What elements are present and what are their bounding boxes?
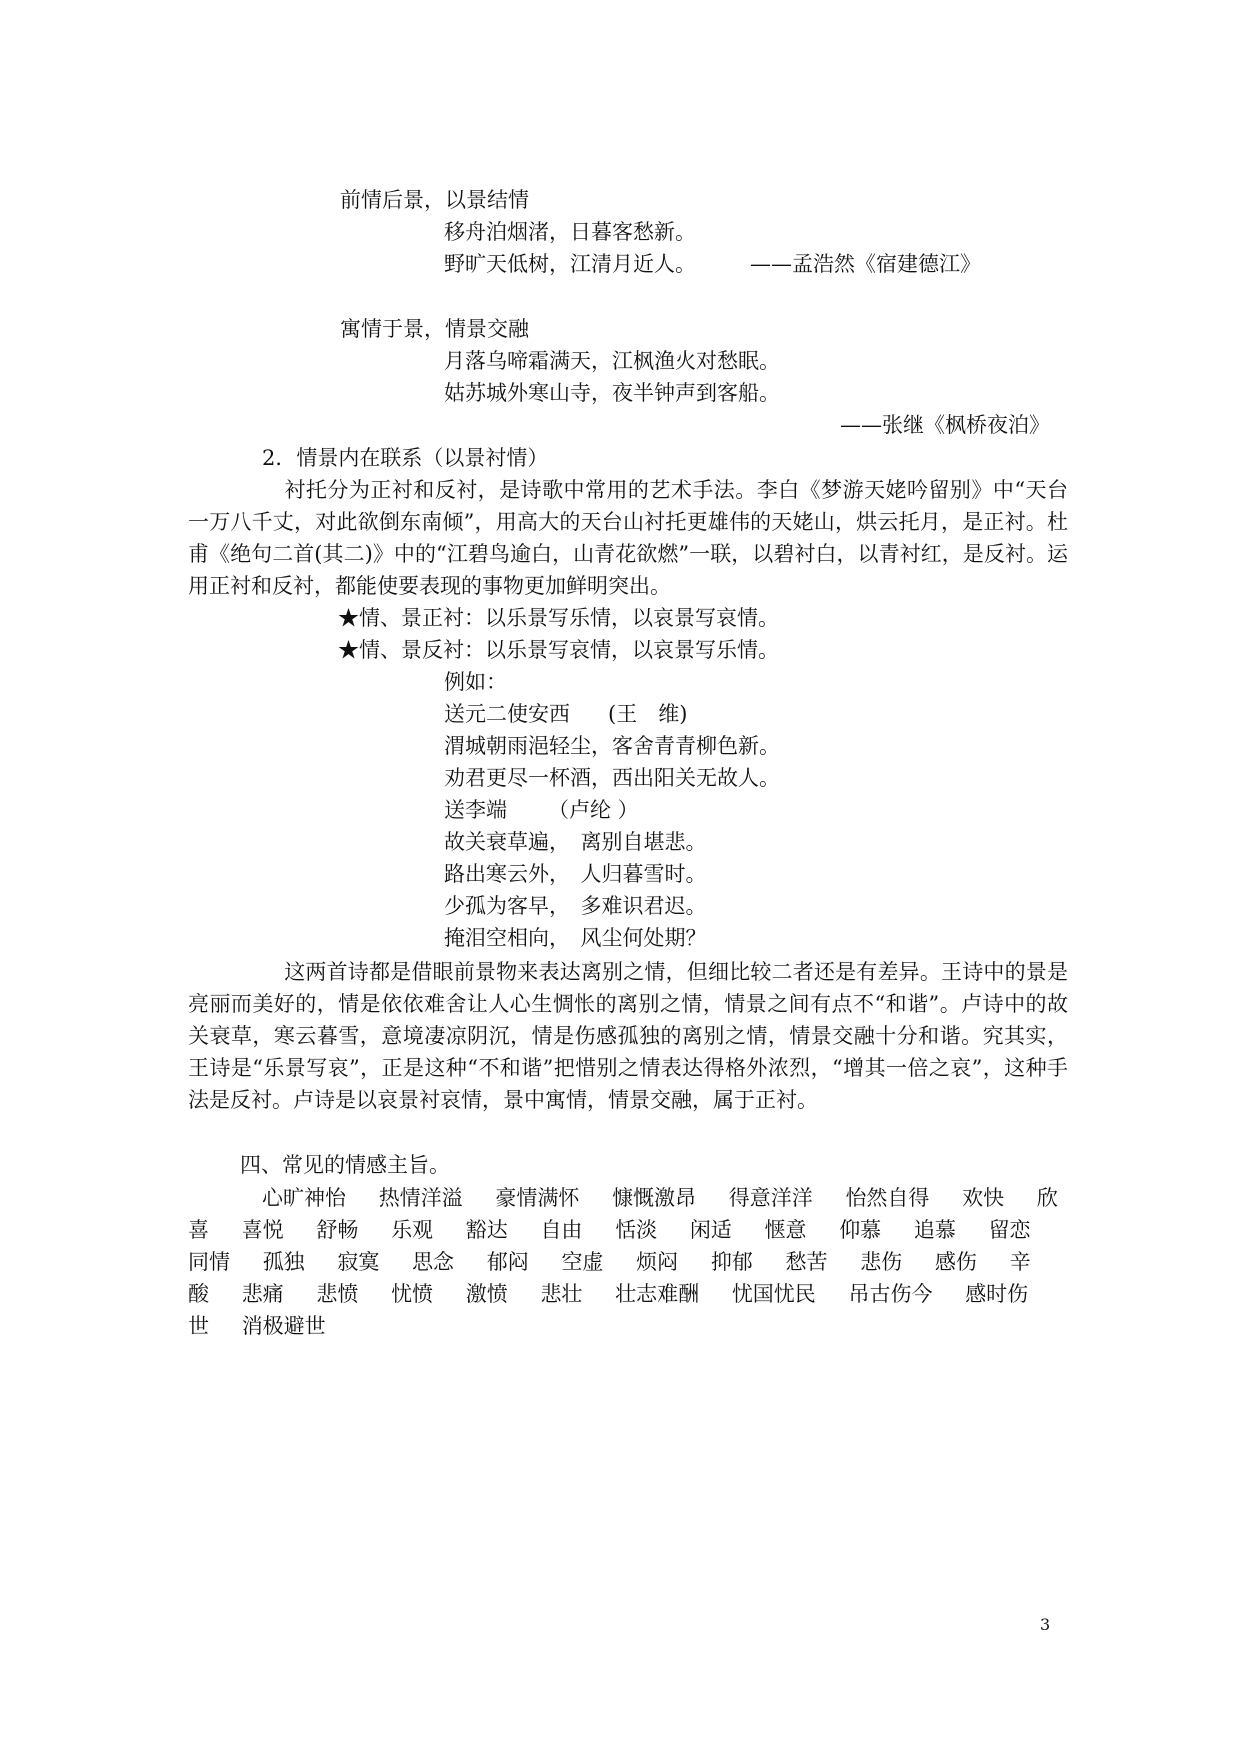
emotion-word: 消极避世 — [241, 1314, 326, 1338]
poem-attribution: ——张继《枫桥夜泊》 — [840, 413, 1050, 437]
emotion-word: 欣喜 — [188, 1186, 1058, 1242]
emotion-word: 忧愤 — [391, 1282, 434, 1306]
emotion-word: 怡然自得 — [845, 1186, 930, 1210]
emotion-word: 同情 — [188, 1250, 230, 1274]
example-label: 例如： — [444, 670, 507, 694]
emotion-word: 悲伤 — [860, 1250, 903, 1274]
emotion-word: 留恋 — [988, 1218, 1031, 1242]
page-number: 3 — [1040, 1615, 1051, 1634]
poem-attribution: ——孟浩然《宿建德江》 — [750, 252, 981, 276]
emotion-word: 豪情满怀 — [495, 1186, 580, 1210]
emotion-word: 感时伤世 — [188, 1282, 1029, 1338]
poem-line: 故关衰草遍， 离别自堪悲。 — [444, 830, 707, 854]
poem-author: (王 维) — [608, 702, 688, 726]
emotion-word: 慷慨激昂 — [612, 1186, 697, 1210]
poem-line: 掩泪空相向， 风尘何处期？ — [444, 926, 707, 950]
paragraph-contrast: 衬托分为正衬和反衬，是诗歌中常用的艺术手法。李白《梦游天姥吟留别》中“天台一万八千丈，对此欲倒东南倾”，用高大的天台山衬托更雄伟的天姥山，烘云托月，是正衬。杜甫《绝句二首(其二)》中的“江碧鸟逾白，山青花欲燃”一联，以碧衬白，以青衬红，是反衬。运用正衬和反衬，都能使要表现的事物更加鲜明突出。 — [188, 478, 1068, 598]
emotion-word: 惬意 — [764, 1218, 807, 1242]
emotion-word: 激愤 — [465, 1282, 508, 1306]
emotion-word: 悲愤 — [316, 1282, 359, 1306]
emotion-word: 自由 — [540, 1218, 583, 1242]
emotion-word: 感伤 — [934, 1250, 977, 1274]
poem-line: 劝君更尽一杯酒，西出阳关无故人。 — [444, 766, 780, 790]
poem-title: 送李端 — [444, 798, 507, 822]
emotion-word: 喜悦 — [241, 1218, 284, 1242]
emotion-word: 愁苦 — [785, 1250, 828, 1274]
emotion-word: 仰慕 — [839, 1218, 882, 1242]
emotion-word: 抑郁 — [710, 1250, 753, 1274]
subheading-emotion-in-scene: 寓情于景，情景交融 — [340, 317, 529, 341]
emotion-word: 忧国忧民 — [731, 1282, 816, 1306]
star-item: ★情、景正衬：以乐景写乐情，以哀景写哀情。 — [338, 606, 779, 630]
star-item: ★情、景反衬：以乐景写哀情，以哀景写乐情。 — [338, 638, 779, 662]
poem-line: 移舟泊烟渚，日暮客愁新。 — [444, 220, 696, 244]
section-heading: 四、常见的情感主旨。 — [240, 1153, 450, 1177]
emotion-word: 悲痛 — [241, 1282, 284, 1306]
emotion-word: 心旷神怡 — [262, 1186, 346, 1210]
emotion-word: 闲适 — [689, 1218, 732, 1242]
emotion-word: 吊古伤今 — [848, 1282, 933, 1306]
poem-line: 路出寒云外， 人归暮雪时。 — [444, 862, 707, 886]
poem-line: 月落乌啼霜满天，江枫渔火对愁眠。 — [444, 349, 780, 373]
emotion-word: 追慕 — [913, 1218, 956, 1242]
emotion-word: 热情洋溢 — [378, 1186, 463, 1210]
emotion-word: 豁达 — [465, 1218, 508, 1242]
emotion-word: 壮志难酬 — [615, 1282, 700, 1306]
emotion-word-list — [188, 1182, 1068, 1342]
poem-author: （卢纶 ） — [548, 798, 639, 822]
emotion-word: 辛酸 — [188, 1250, 1031, 1306]
emotion-word: 悲壮 — [540, 1282, 583, 1306]
paragraph-analysis: 这两首诗都是借眼前景物来表达离别之情，但细比较二者还是有差异。王诗中的景是亮丽而美好的，情是依依难舍让人心生惆怅的离别之情，情景之间有点不“和谐”。卢诗中的故关衰草，寒云暮雪，意境凄凉阴沉，情是伤感孤独的离别之情，情景交融十分和谐。究其实，王诗是“乐景写哀”，正是这种“不和谐”把惜别之情表达得格外浓烈，“增其一倍之哀”，这种手法是反衬。卢诗是以哀景衬哀情，景中寓情，情景交融，属于正衬。 — [188, 960, 1068, 1112]
emotion-word: 郁闷 — [486, 1250, 529, 1274]
emotion-word: 思念 — [412, 1250, 455, 1274]
emotion-word: 孤独 — [262, 1250, 305, 1274]
emotion-word: 舒畅 — [316, 1218, 359, 1242]
emotion-word: 空虚 — [561, 1250, 604, 1274]
poem-line: 渭城朝雨浥轻尘，客舍青青柳色新。 — [444, 734, 780, 758]
emotion-word: 烦闷 — [636, 1250, 679, 1274]
emotion-word: 寂寞 — [337, 1250, 380, 1274]
emotion-word: 恬淡 — [615, 1218, 658, 1242]
emotion-word: 乐观 — [391, 1218, 434, 1242]
poem-title: 送元二使安西 — [444, 702, 570, 726]
emotion-word: 得意洋洋 — [728, 1186, 813, 1210]
poem-line: 少孤为客早， 多难识君迟。 — [444, 894, 707, 918]
poem-line: 野旷天低树，江清月近人。 — [444, 252, 696, 276]
subheading-front-emotion: 前情后景，以景结情 — [340, 188, 529, 212]
section-heading: 2．情景内在联系（以景衬情） — [262, 446, 549, 470]
emotion-word: 欢快 — [962, 1186, 1005, 1210]
poem-line: 姑苏城外寒山寺，夜半钟声到客船。 — [444, 381, 780, 405]
